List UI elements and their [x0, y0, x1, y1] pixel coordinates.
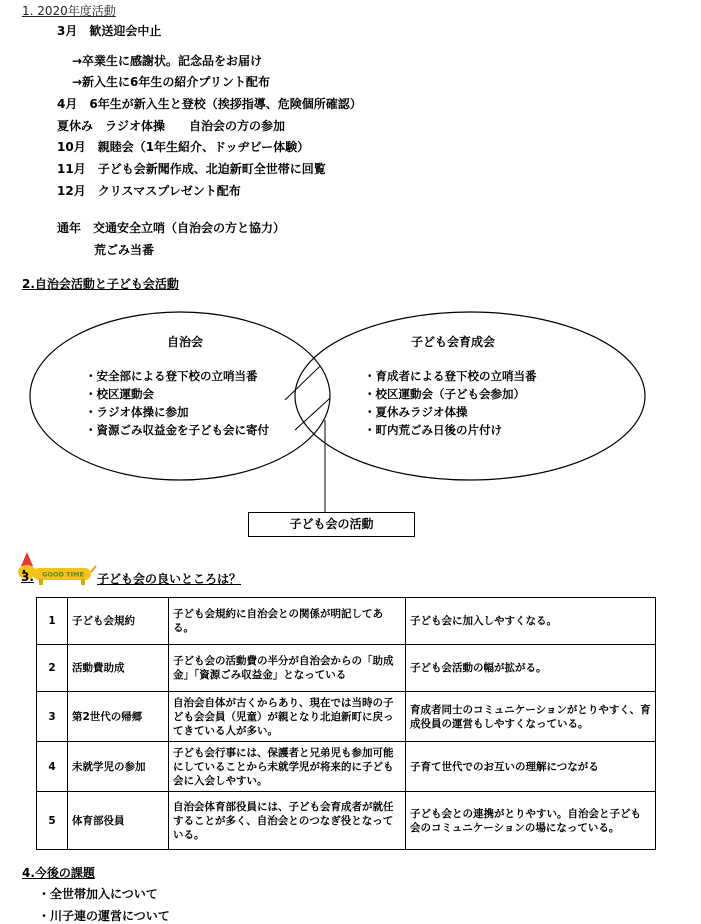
venn-left-item: ・ラジオ体操に参加: [85, 405, 189, 419]
row-description: 子ども会規約に自治会との関係が明記してある。: [169, 598, 406, 645]
table-row: [37, 792, 656, 850]
venn-left-item: ・校区運動会: [85, 387, 154, 401]
section4-heading: 4.今後の課題: [22, 866, 95, 880]
table-row: [37, 692, 656, 742]
row-description: 子ども会の活動費の半分が自治会からの「助成金」「資源ごみ収益金」となっている: [169, 645, 406, 692]
table-row: [37, 598, 656, 645]
venn-right-item: ・校区運動会（子ども会参加）: [364, 387, 525, 401]
venn-left-title: 自治会: [167, 335, 204, 349]
venn-right-title: 子ども会育成会: [411, 335, 496, 349]
row-description: 自治会自体が古くからあり、現在では当時の子ども会会員（児童）が親となり北迫新町に戻ってきている人が多い。: [169, 692, 406, 742]
venn-right-item: ・町内荒ごみ日後の片付け: [364, 423, 502, 437]
row-title: 子ども会規約: [68, 598, 169, 645]
section2-heading: 2.自治会活動と子ども会活動: [22, 277, 179, 291]
activity-line: 10月 親睦会（1年生紹介、ドッヂビー体験）: [57, 140, 310, 154]
merits-table: [36, 597, 656, 850]
activity-line: 夏休み ラジオ体操 自治会の方の参加: [57, 119, 286, 133]
row-description: 子ども会行事には、保護者と兄弟児も参加可能にしていることから未就学児が将来的に子ども会に入会しやすい。: [169, 742, 406, 792]
row-effect: 子ども会活動の幅が拡がる。: [406, 645, 656, 692]
activity-line: 3月 歓送迎会中止: [57, 24, 162, 38]
venn-right-item: ・夏休みラジオ体操: [364, 405, 468, 419]
section1-heading: 1. 2020年度活動: [22, 4, 116, 18]
issue-item: ・川子連の運営について: [38, 909, 170, 923]
activity-line: 12月 クリスマスプレゼント配布: [57, 184, 241, 198]
venn-left-item: ・資源ごみ収益金を子ども会に寄付: [85, 423, 269, 437]
row-effect: 子ども会との連携がとりやすい。自治会と子ども会のコミュニケーションの場になっている。: [406, 792, 656, 850]
dog-text: GOOD TIME: [42, 570, 84, 579]
row-number: 3: [37, 692, 68, 742]
section3-heading-num: 3.: [21, 570, 34, 584]
callout-box: 子ども会の活動: [248, 512, 415, 537]
row-effect: 育成者同士のコミュニケーションがとりやすく、育成役員の運営もしやすくなっている。: [406, 692, 656, 742]
row-number: 1: [37, 598, 68, 645]
activity-line: 4月 6年生が新入生と登校（挨拶指導、危険個所確認）: [57, 97, 362, 111]
row-title: 活動費助成: [68, 645, 169, 692]
activity-line: 11月 子ども会新聞作成、北迫新町全世帯に回覧: [57, 162, 326, 176]
activity-line: 通年 交通安全立哨（自治会の方と協力）: [57, 221, 286, 235]
activity-line: →卒業生に感謝状。記念品をお届け: [72, 54, 263, 68]
venn-right-item: ・育成者による登下校の立哨当番: [364, 369, 537, 383]
row-description: 自治会体育部役員には、子ども会育成者が就任することが多く、自治会とのつなぎ役となっている。: [169, 792, 406, 850]
activity-line: →新入生に6年生の紹介プリント配布: [72, 75, 270, 89]
issue-item: ・全世帯加入について: [38, 887, 158, 901]
venn-left-item: ・安全部による登下校の立哨当番: [85, 369, 258, 383]
section3-heading: 子ども会の良いところは？: [97, 572, 242, 586]
row-title: 体育部役員: [68, 792, 169, 850]
row-number: 4: [37, 742, 68, 792]
table-row: [37, 742, 656, 792]
row-effect: 子育て世代でのお互いの理解につながる: [406, 742, 656, 792]
row-title: 第2世代の帰郷: [68, 692, 169, 742]
activity-line: 荒ごみ当番: [94, 243, 155, 257]
row-effect: 子ども会に加入しやすくなる。: [406, 598, 656, 645]
table-row: [37, 645, 656, 692]
row-number: 2: [37, 645, 68, 692]
row-title: 未就学児の参加: [68, 742, 169, 792]
row-number: 5: [37, 792, 68, 850]
